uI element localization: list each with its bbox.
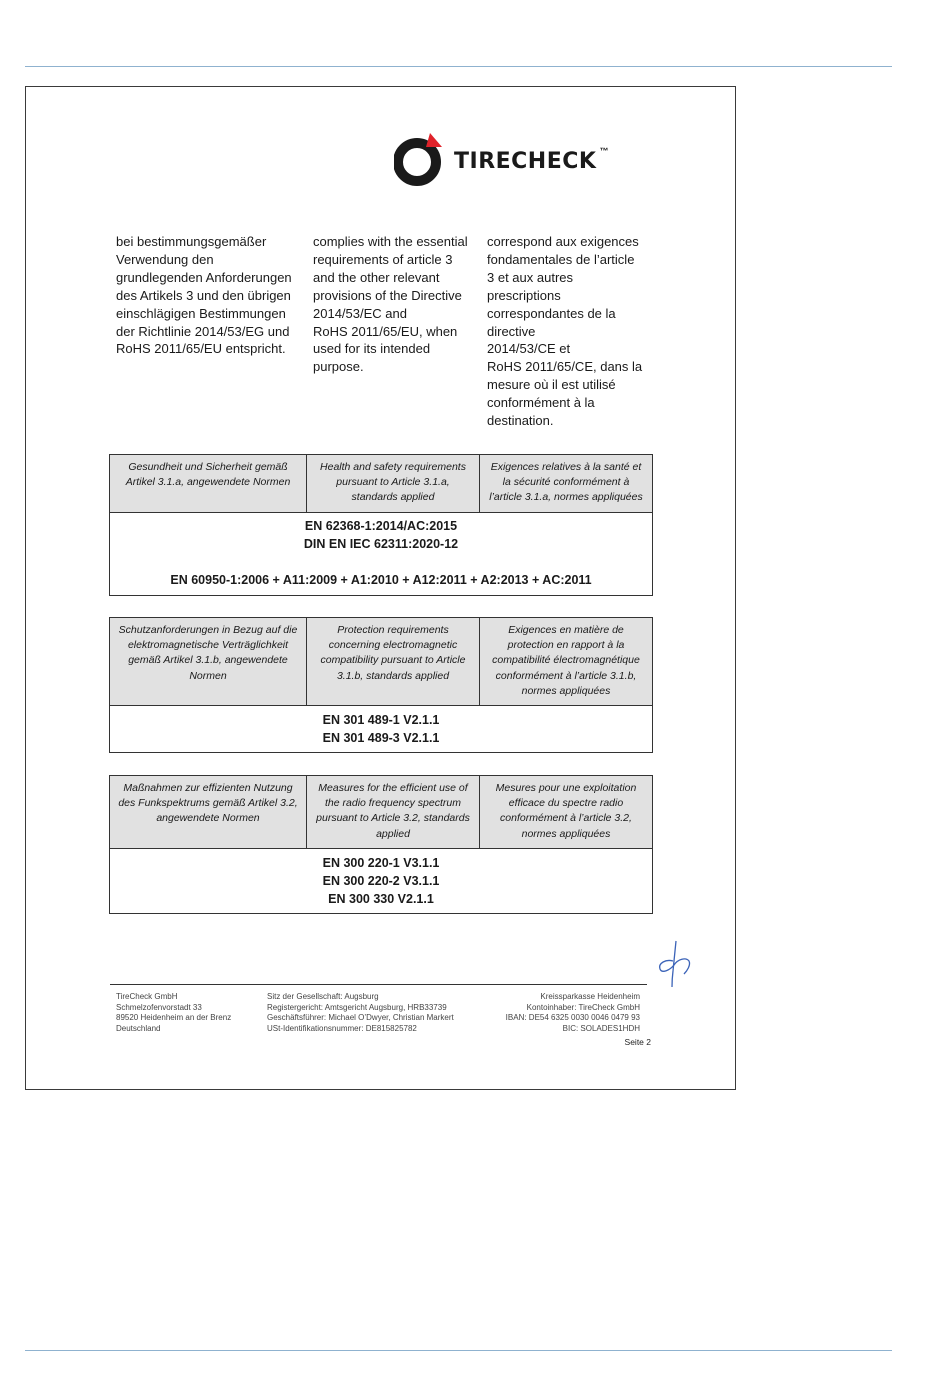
header-rule	[25, 66, 892, 67]
table-header-fr: Exigences en matière de protection en rapport à la compatibilité électromagnétique conformément à l’article 3.1.b, normes appliquées	[480, 618, 653, 706]
document-page	[25, 86, 736, 1090]
applied-standards: EN 301 489-1 V2.1.1 EN 301 489-3 V2.1.1	[110, 706, 653, 753]
signature-line	[110, 984, 647, 985]
page-number: Seite 2	[624, 1037, 651, 1047]
intro-text-german: bei bestimmungsgemäßer Verwendung den grundlegenden Anforderungen des Artikels 3 und den übrigen einschlägigen Bestimmungen der Richtlinie 2014/53/EG und RoHS 2011/65/EU entspricht.	[116, 234, 292, 357]
standards-table-health-safety	[109, 454, 653, 596]
table-header-de: Maßnahmen zur effizienten Nutzung des Funkspektrums gemäß Artikel 3.2, angewendete Normen	[110, 776, 307, 849]
trademark-symbol: ™	[599, 146, 609, 156]
logo-wordmark: TIRECHECK	[454, 148, 597, 174]
applied-standards: EN 300 220-1 V3.1.1 EN 300 220-2 V3.1.1 EN 300 330 V2.1.1	[110, 848, 653, 913]
footer-registry-info: Sitz der Gesellschaft: Augsburg Registergericht: Amtsgericht Augsburg, HRB33739 Geschäftsführer: Michael O’Dwyer, Christian Markert USt-Identifikationsnummer: DE815825782	[267, 992, 454, 1033]
table-header-en: Measures for the efficient use of the radio frequency spectrum pursuant to Article 3.2, standards applied	[307, 776, 480, 849]
tire-icon	[394, 131, 444, 187]
applied-standards: EN 62368-1:2014/AC:2015 DIN EN IEC 62311:2020-12 EN 60950-1:2006 + A11:2009 + A1:2010 + A12:2011 + A2:2013 + AC:2011	[110, 512, 653, 595]
footer-rule	[25, 1350, 892, 1351]
table-header-en: Protection requirements concerning electromagnetic compatibility pursuant to Article 3.1.b, standards applied	[307, 618, 480, 706]
footer-bank-info: Kreissparkasse Heidenheim Kontoinhaber: TireCheck GmbH IBAN: DE54 6325 0030 0046 0479 93 BIC: SOLADES1HDH	[505, 992, 640, 1033]
standards-table-radio-spectrum	[109, 775, 653, 914]
table-header-en: Health and safety requirements pursuant to Article 3.1.a, standards applied	[307, 455, 480, 513]
intro-text-french: correspond aux exigences fondamentales de l’article 3 et aux autres prescriptions correspondantes de la directive 2014/53/CE et RoHS 2011/65/CE, dans la mesure où il est utilisé conformément à la destination.	[487, 234, 643, 429]
footer-company-address: TireCheck GmbH Schmelzofenvorstadt 33 89520 Heidenheim an der Brenz Deutschland	[116, 992, 232, 1033]
tirecheck-logo	[394, 131, 608, 187]
standards-table-emc	[109, 617, 653, 753]
table-header-de: Schutzanforderungen in Bezug auf die elektromagnetische Verträglichkeit gemäß Artikel 3.1.b, angewendete Normen	[110, 618, 307, 706]
table-header-fr: Exigences relatives à la santé et la sécurité conformément à l’article 3.1.a, normes appliquées	[480, 455, 653, 513]
table-header-fr: Mesures pour une exploitation efficace du spectre radio conformément à l’article 3.2, normes appliquées	[480, 776, 653, 849]
table-header-de: Gesundheit und Sicherheit gemäß Artikel 3.1.a, angewendete Normen	[110, 455, 307, 513]
handwritten-signature	[656, 937, 696, 989]
intro-text-english: complies with the essential requirements of article 3 and the other relevant provisions of the Directive 2014/53/EC and RoHS 2011/65/EU, when used for its intended purpose.	[313, 234, 468, 375]
